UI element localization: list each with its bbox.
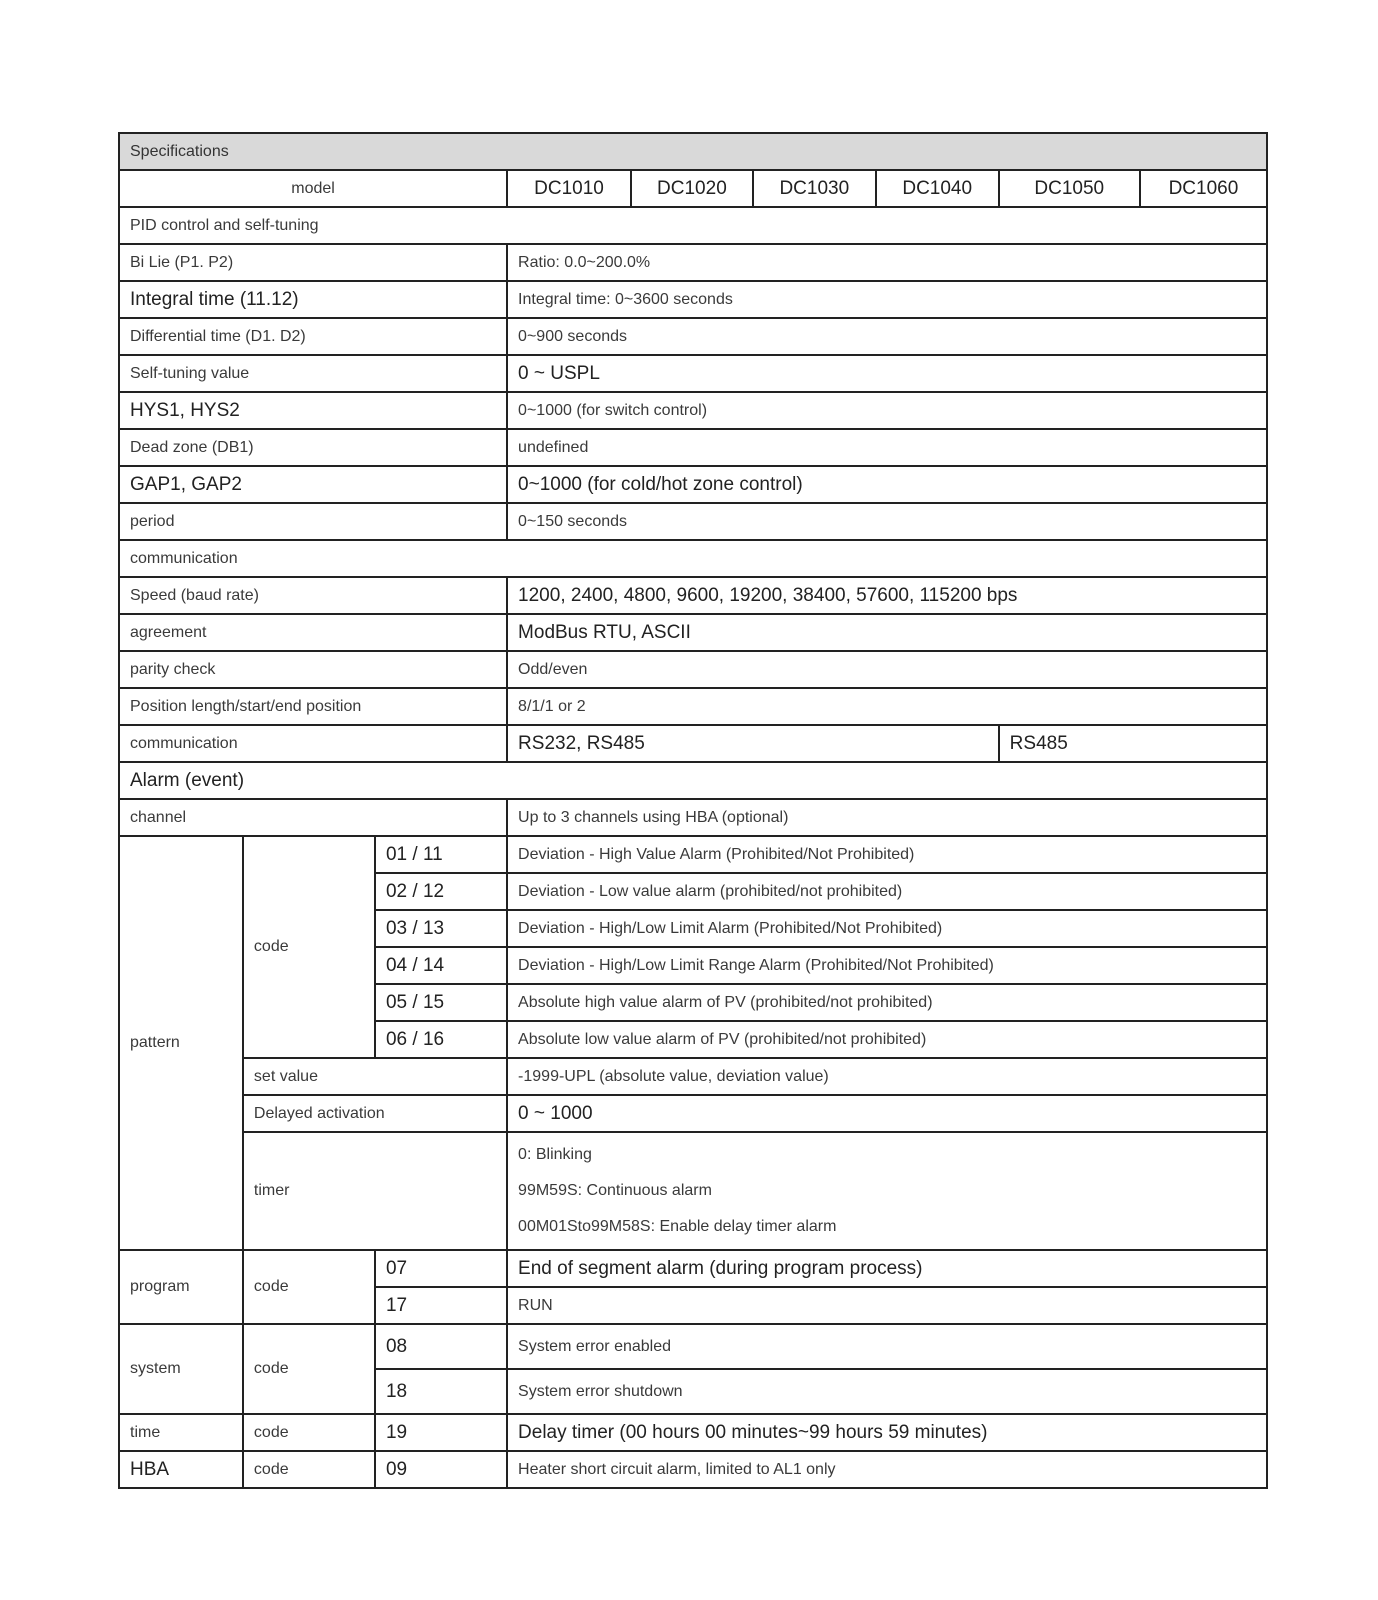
spec-label: GAP1, GAP2: [119, 466, 507, 503]
delayed-activation-value: 0 ~ 1000: [507, 1095, 1267, 1132]
comm-interface-row: [119, 725, 1267, 762]
alarm-section-row: [119, 762, 1267, 799]
channel-label: channel: [119, 799, 507, 836]
hba-code: 09: [375, 1451, 507, 1488]
system-label: system: [119, 1324, 243, 1414]
time-code-label: code: [243, 1414, 375, 1451]
hba-row: [119, 1451, 1267, 1488]
spec-label: Integral time (11.12): [119, 281, 507, 318]
comm-interface-value-b: RS485: [999, 725, 1267, 762]
hba-label: HBA: [119, 1451, 243, 1488]
comm-interface-label: communication: [119, 725, 507, 762]
timer-row: [119, 1132, 1267, 1173]
timer-line: 0: Blinking: [518, 1146, 592, 1163]
comm-interface-value-a: RS232, RS485: [507, 725, 999, 762]
pattern-code: 06 / 16: [375, 1021, 507, 1058]
pattern-code: 01 / 11: [375, 836, 507, 873]
timer-values: [507, 1132, 1267, 1250]
spec-value: 1200, 2400, 4800, 9600, 19200, 38400, 57600, 115200 bps: [507, 577, 1267, 614]
timer-line: 00M01Sto99M58S: Enable delay timer alarm: [518, 1218, 837, 1235]
spec-label: period: [119, 503, 507, 540]
header-row: [119, 133, 1267, 170]
system-desc: System error shutdown: [507, 1369, 1267, 1414]
system-desc: System error enabled: [507, 1324, 1267, 1369]
spec-label: Dead zone (DB1): [119, 429, 507, 466]
spec-value: 0~1000 (for switch control): [507, 392, 1267, 429]
spec-row: [119, 392, 1267, 429]
model-dc1050: DC1050: [999, 170, 1140, 207]
spec-row: [119, 429, 1267, 466]
spec-label: Self-tuning value: [119, 355, 507, 392]
pattern-code-label: code: [243, 836, 375, 1058]
spec-label: HYS1, HYS2: [119, 392, 507, 429]
spec-row: [119, 281, 1267, 318]
program-desc: RUN: [507, 1287, 1267, 1324]
time-label: time: [119, 1414, 243, 1451]
specifications-header: Specifications: [119, 133, 1267, 170]
pattern-code-row: [119, 836, 1267, 873]
alarm-section-title: Alarm (event): [119, 762, 1267, 799]
program-row: [119, 1250, 1267, 1287]
spec-value: undefined: [507, 429, 1267, 466]
pattern-code-desc: Absolute high value alarm of PV (prohibited/not prohibited): [507, 984, 1267, 1021]
system-code: 18: [375, 1369, 507, 1414]
spec-value: 0~1000 (for cold/hot zone control): [507, 466, 1267, 503]
spec-label: Differential time (D1. D2): [119, 318, 507, 355]
program-code: 17: [375, 1287, 507, 1324]
comm-section-title: communication: [119, 540, 1267, 577]
pattern-code-desc: Deviation - Low value alarm (prohibited/not prohibited): [507, 873, 1267, 910]
pattern-code: 04 / 14: [375, 947, 507, 984]
pattern-code: 05 / 15: [375, 984, 507, 1021]
model-dc1030: DC1030: [753, 170, 876, 207]
set-value-label: set value: [243, 1058, 507, 1095]
model-dc1040: DC1040: [876, 170, 999, 207]
spec-row: [119, 614, 1267, 651]
program-label: program: [119, 1250, 243, 1324]
spec-row: [119, 651, 1267, 688]
set-value-row: [119, 1058, 1267, 1095]
spec-label: Speed (baud rate): [119, 577, 507, 614]
spec-value: Integral time: 0~3600 seconds: [507, 281, 1267, 318]
model-dc1010: DC1010: [507, 170, 631, 207]
program-desc: End of segment alarm (during program process): [507, 1250, 1267, 1287]
spec-row: [119, 688, 1267, 725]
model-row: [119, 170, 1267, 207]
spec-row: [119, 466, 1267, 503]
model-dc1060: DC1060: [1140, 170, 1267, 207]
pattern-code-desc: Deviation - High/Low Limit Range Alarm (Prohibited/Not Prohibited): [507, 947, 1267, 984]
system-row: [119, 1324, 1267, 1369]
spec-row: [119, 318, 1267, 355]
spec-label: agreement: [119, 614, 507, 651]
spec-label: Bi Lie (P1. P2): [119, 244, 507, 281]
spec-value: ModBus RTU, ASCII: [507, 614, 1267, 651]
program-code: 07: [375, 1250, 507, 1287]
pattern-code-desc: Deviation - High Value Alarm (Prohibited/Not Prohibited): [507, 836, 1267, 873]
set-value: -1999-UPL (absolute value, deviation value): [507, 1058, 1267, 1095]
pattern-code: 02 / 12: [375, 873, 507, 910]
model-label: model: [119, 170, 507, 207]
spec-value: 0 ~ USPL: [507, 355, 1267, 392]
pid-section-row: [119, 207, 1267, 244]
spec-value: 8/1/1 or 2: [507, 688, 1267, 725]
hba-desc: Heater short circuit alarm, limited to AL1 only: [507, 1451, 1267, 1488]
timer-label: timer: [243, 1132, 507, 1250]
spec-value: Ratio: 0.0~200.0%: [507, 244, 1267, 281]
spec-value: Odd/even: [507, 651, 1267, 688]
delayed-activation-row: [119, 1095, 1267, 1132]
system-code: 08: [375, 1324, 507, 1369]
spec-value: 0~150 seconds: [507, 503, 1267, 540]
model-dc1020: DC1020: [631, 170, 753, 207]
specifications-table: [118, 132, 1268, 1489]
spec-value: 0~900 seconds: [507, 318, 1267, 355]
spec-label: parity check: [119, 651, 507, 688]
hba-code-label: code: [243, 1451, 375, 1488]
pattern-code-desc: Deviation - High/Low Limit Alarm (Prohibited/Not Prohibited): [507, 910, 1267, 947]
pattern-code-desc: Absolute low value alarm of PV (prohibited/not prohibited): [507, 1021, 1267, 1058]
spec-row: [119, 244, 1267, 281]
program-code-label: code: [243, 1250, 375, 1324]
pid-section-title: PID control and self-tuning: [119, 207, 1267, 244]
time-desc: Delay timer (00 hours 00 minutes~99 hours 59 minutes): [507, 1414, 1267, 1451]
time-row: [119, 1414, 1267, 1451]
spec-row: [119, 355, 1267, 392]
pattern-label: pattern: [119, 836, 243, 1250]
timer-line: 99M59S: Continuous alarm: [518, 1182, 712, 1199]
time-code: 19: [375, 1414, 507, 1451]
comm-section-row: [119, 540, 1267, 577]
channel-value: Up to 3 channels using HBA (optional): [507, 799, 1267, 836]
spec-row: [119, 503, 1267, 540]
spec-row: [119, 577, 1267, 614]
system-code-label: code: [243, 1324, 375, 1414]
spec-label: Position length/start/end position: [119, 688, 507, 725]
channel-row: [119, 799, 1267, 836]
delayed-activation-label: Delayed activation: [243, 1095, 507, 1132]
pattern-code: 03 / 13: [375, 910, 507, 947]
